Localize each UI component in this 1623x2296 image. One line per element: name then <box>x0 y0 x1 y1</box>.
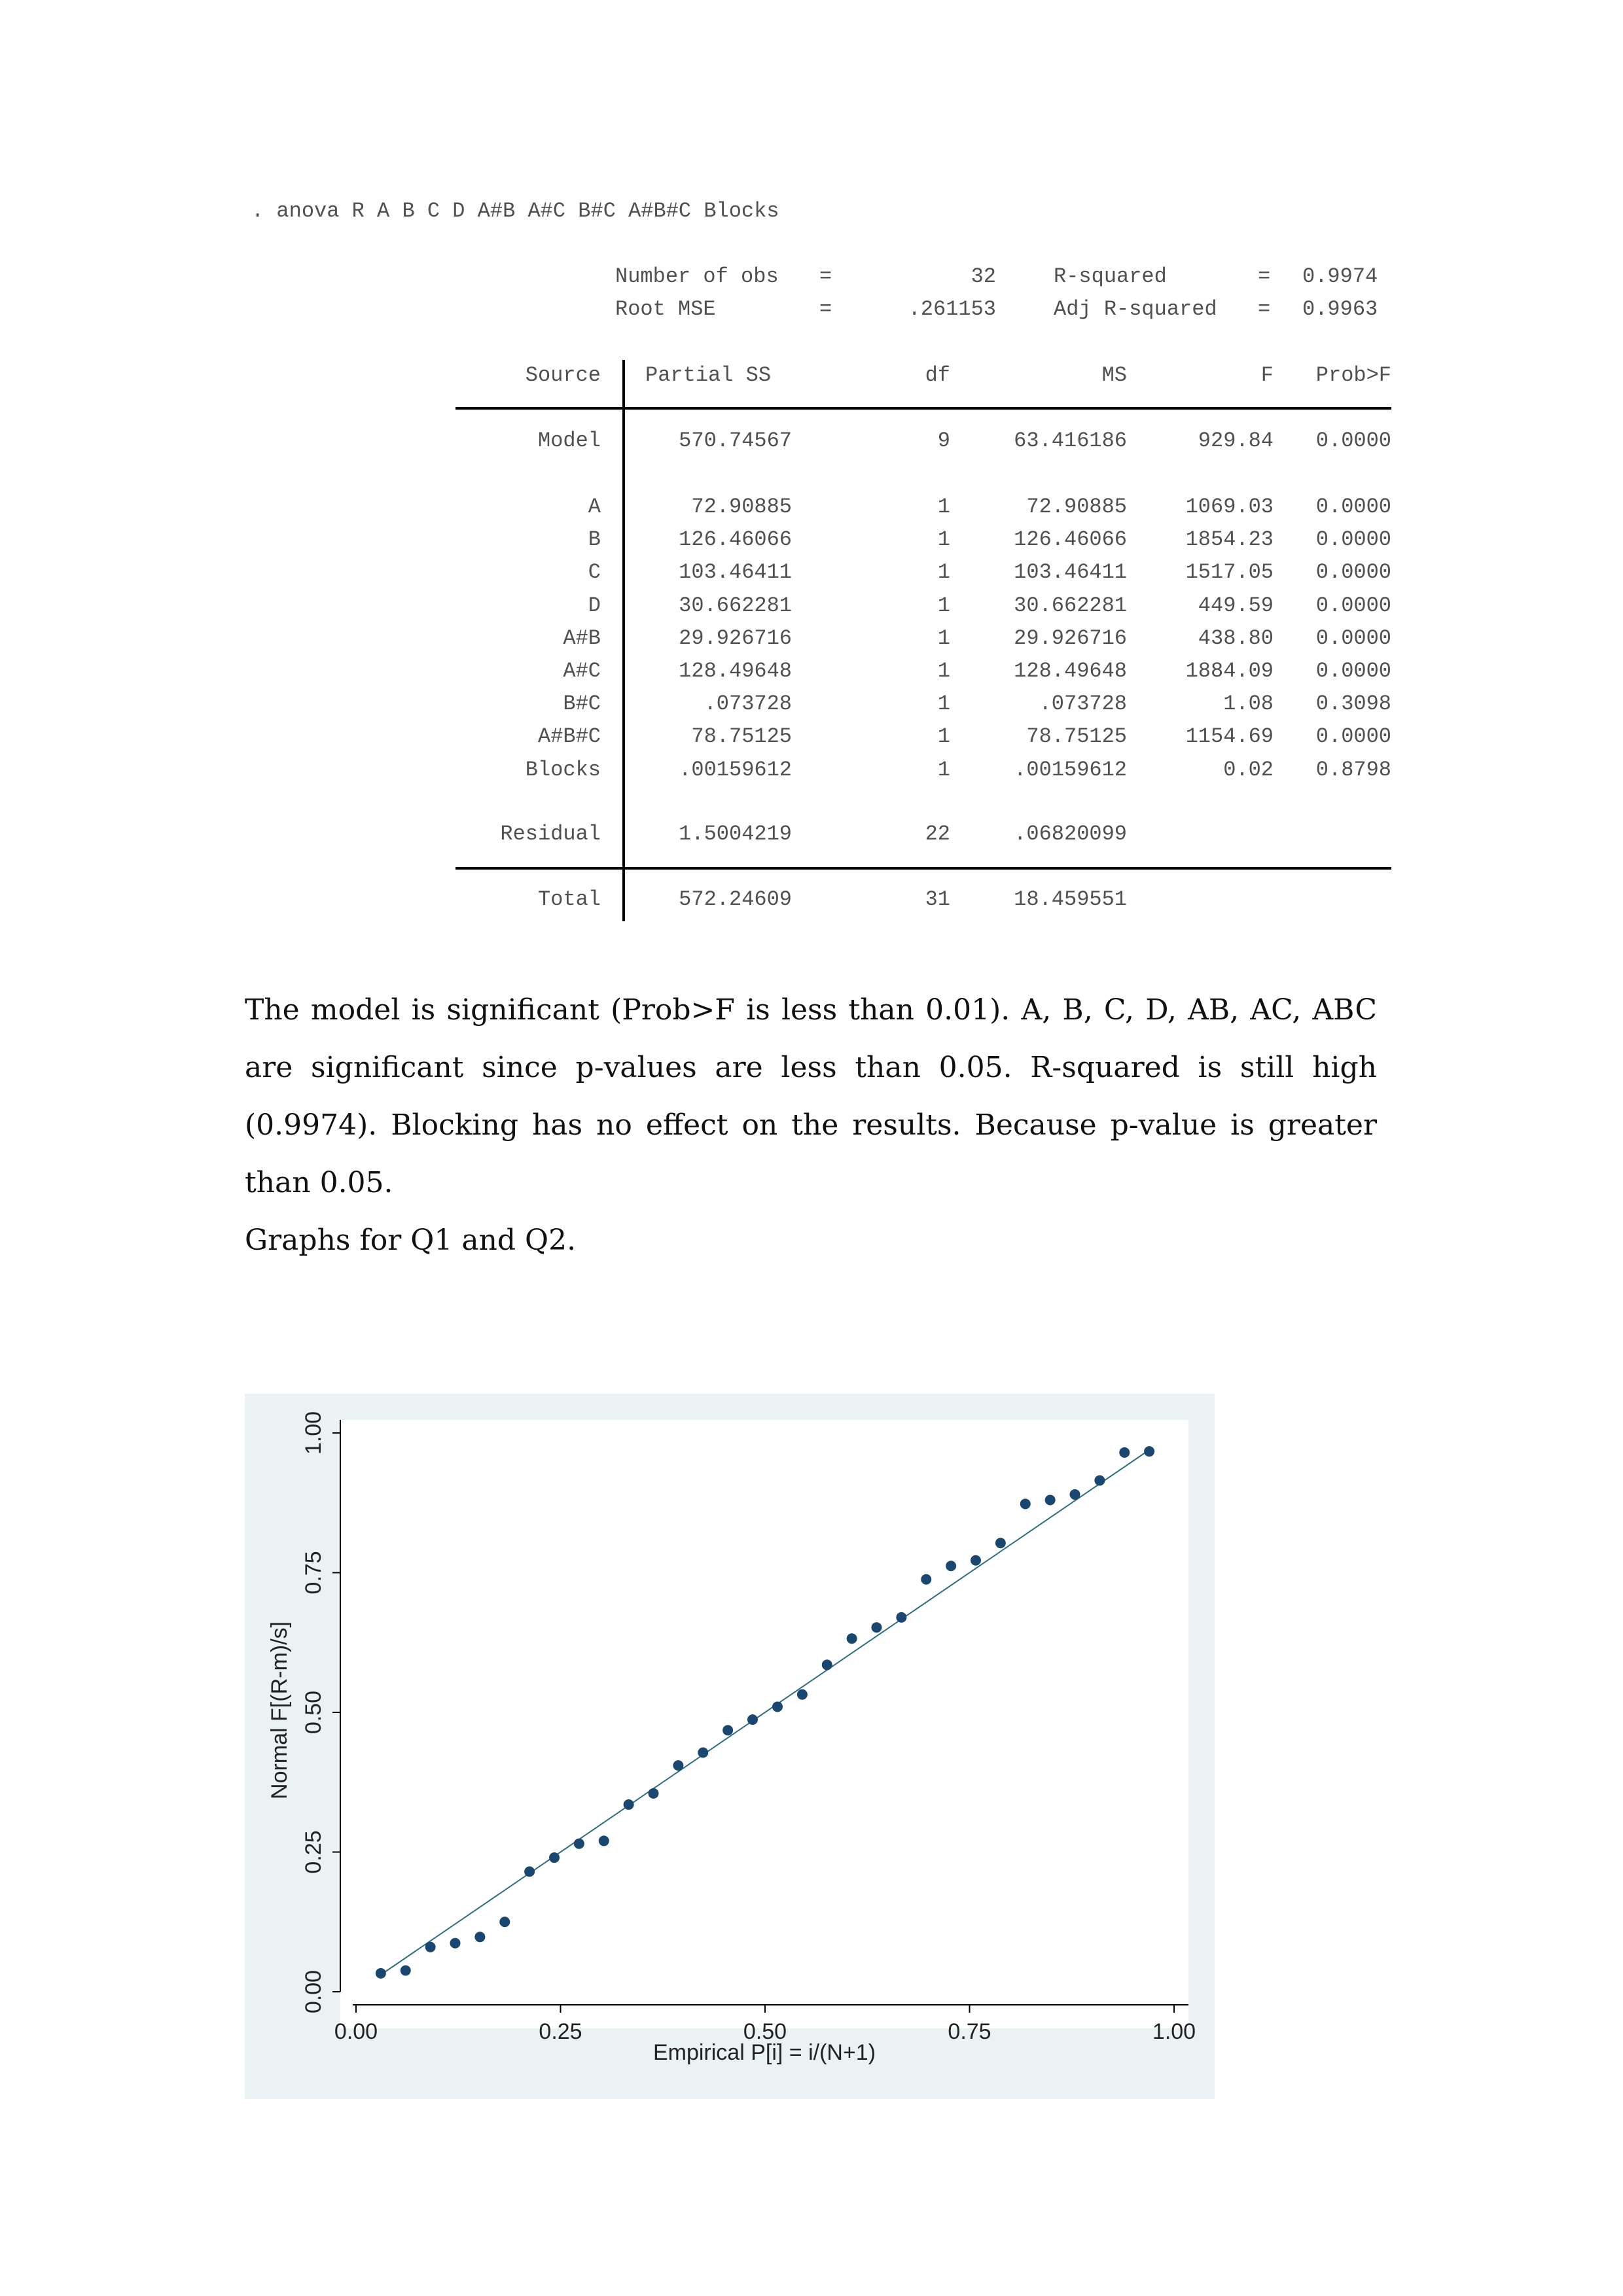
cell-source: Total <box>537 887 601 911</box>
data-point <box>772 1701 783 1712</box>
cell-ms: 128.49648 <box>1014 659 1127 683</box>
cell-prob-f: 0.0000 <box>1315 560 1391 585</box>
cell-partial-ss: Partial SS <box>645 363 772 387</box>
cell-f: 929.84 <box>1198 429 1274 453</box>
chart-svg <box>245 1394 1215 2099</box>
data-point <box>450 1938 461 1949</box>
paragraph-graphs-heading: Graphs for Q1 and Q2. <box>245 1224 577 1257</box>
cell-df: df <box>925 363 950 387</box>
paragraph-interpretation: The model is significant (Prob>F is less than 0.01). A, B, C, D, AB, AC, ABC are significant since p-values are less than 0.05. R-squared is still high (0.9974). Blocking has no effect on the results. Because p-value is greater than 0.05. <box>245 993 1377 1199</box>
nobs-value: 32 <box>971 264 996 289</box>
y-tick-label: 0.25 <box>301 1830 326 1874</box>
cell-source: D <box>588 593 601 618</box>
data-point <box>474 1932 485 1942</box>
y-tick-label: 0.00 <box>301 1969 326 2014</box>
data-point <box>499 1916 510 1927</box>
data-point <box>896 1612 906 1623</box>
y-axis-title: Normal F[(R-m)/s] <box>267 1621 292 1799</box>
cell-prob-f: 0.0000 <box>1315 724 1391 749</box>
adjr2-value: 0.9963 <box>1302 297 1378 321</box>
data-point <box>649 1788 659 1799</box>
cell-ms: 30.662281 <box>1014 593 1127 618</box>
data-point <box>722 1725 733 1735</box>
cell-df: 1 <box>937 593 950 618</box>
x-tick-label: 1.00 <box>1152 2019 1196 2044</box>
cell-df: 1 <box>937 626 950 650</box>
rmse-label: Root MSE <box>615 297 716 321</box>
cell-source: Source <box>525 363 601 387</box>
data-point <box>1144 1446 1154 1457</box>
data-point <box>401 1966 411 1976</box>
data-point <box>624 1799 634 1810</box>
cell-partial-ss: 78.75125 <box>691 724 792 749</box>
cell-source: Residual <box>500 822 601 846</box>
cell-source: A#B#C <box>537 724 601 749</box>
cell-ms: 29.926716 <box>1014 626 1127 650</box>
cell-ms: 126.46066 <box>1014 527 1127 552</box>
cell-partial-ss: 126.46066 <box>679 527 792 552</box>
anova-command: . anova R A B C D A#B A#C B#C A#B#C Blocks <box>251 199 779 223</box>
data-point <box>971 1555 981 1566</box>
cell-prob-f: 0.0000 <box>1315 527 1391 552</box>
x-tick-label: 0.00 <box>334 2019 378 2044</box>
cell-df: 1 <box>937 659 950 683</box>
cell-f: 1154.69 <box>1185 724 1274 749</box>
cell-f: F <box>1260 363 1274 387</box>
cell-ms: 72.90885 <box>1026 495 1127 519</box>
data-point <box>1094 1475 1105 1486</box>
cell-df: 1 <box>937 757 950 782</box>
cell-source: Model <box>537 429 601 453</box>
nobs-label: Number of obs <box>615 264 779 289</box>
data-point <box>524 1866 535 1877</box>
cell-prob-f: 0.0000 <box>1315 593 1391 618</box>
cell-source: B#C <box>563 692 601 716</box>
cell-df: 1 <box>937 560 950 585</box>
data-point <box>847 1633 857 1644</box>
data-point <box>872 1622 882 1633</box>
cell-source: Blocks <box>525 757 601 782</box>
cell-f: 1.08 <box>1223 692 1274 716</box>
y-tick-label: 1.00 <box>301 1411 326 1455</box>
adjr2-eq: = <box>1258 297 1271 321</box>
cell-ms: .073728 <box>1039 692 1127 716</box>
cell-f: 1854.23 <box>1185 527 1274 552</box>
cell-partial-ss: 30.662281 <box>679 593 792 618</box>
cell-f: 438.80 <box>1198 626 1274 650</box>
cell-partial-ss: 103.46411 <box>679 560 792 585</box>
cell-ms: 18.459551 <box>1014 887 1127 911</box>
normal-probability-chart <box>245 1394 1215 2099</box>
nobs-eq: = <box>819 264 832 289</box>
plot-area <box>340 1420 1188 2028</box>
r2-value: 0.9974 <box>1302 264 1378 289</box>
x-tick-label: 0.50 <box>743 2019 787 2044</box>
cell-df: 1 <box>937 527 950 552</box>
data-point <box>995 1538 1006 1548</box>
cell-prob-f: 0.3098 <box>1315 692 1391 716</box>
data-point <box>1045 1494 1056 1505</box>
x-tick-label: 0.75 <box>948 2019 991 2044</box>
r2-label: R-squared <box>1054 264 1167 289</box>
cell-partial-ss: 29.926716 <box>679 626 792 650</box>
r2-eq: = <box>1258 264 1271 289</box>
cell-ms: 78.75125 <box>1026 724 1127 749</box>
cell-partial-ss: 1.5004219 <box>679 822 792 846</box>
cell-ms: 103.46411 <box>1014 560 1127 585</box>
cell-f: 449.59 <box>1198 593 1274 618</box>
cell-prob-f: 0.8798 <box>1315 757 1391 782</box>
y-tick-label: 0.75 <box>301 1551 326 1595</box>
data-point <box>822 1659 832 1670</box>
table-header-rule <box>455 407 1391 410</box>
cell-df: 31 <box>925 887 950 911</box>
data-point <box>549 1852 560 1863</box>
cell-prob-f: 0.0000 <box>1315 495 1391 519</box>
data-point <box>946 1561 956 1571</box>
cell-prob-f: Prob>F <box>1315 363 1391 387</box>
cell-ms: 63.416186 <box>1014 429 1127 453</box>
cell-prob-f: 0.0000 <box>1315 429 1391 453</box>
cell-source: C <box>588 560 601 585</box>
x-axis-title: Empirical P[i] = i/(N+1) <box>652 2040 876 2065</box>
cell-f: 1069.03 <box>1185 495 1274 519</box>
data-point <box>921 1574 931 1585</box>
cell-f: 1884.09 <box>1185 659 1274 683</box>
cell-df: 1 <box>937 692 950 716</box>
data-point <box>1119 1447 1130 1458</box>
cell-source: A#B <box>563 626 601 650</box>
cell-ms: MS <box>1101 363 1127 387</box>
rmse-eq: = <box>819 297 832 321</box>
data-point <box>599 1835 609 1846</box>
data-point <box>574 1839 584 1849</box>
adjr2-label: Adj R-squared <box>1054 297 1217 321</box>
cell-source: A <box>588 495 601 519</box>
cell-ms: .06820099 <box>1014 822 1127 846</box>
cell-partial-ss: .00159612 <box>679 757 792 782</box>
rmse-value: .261153 <box>908 297 996 321</box>
cell-f: 1517.05 <box>1185 560 1274 585</box>
data-point <box>797 1689 808 1700</box>
x-tick-label: 0.25 <box>539 2019 582 2044</box>
data-point <box>747 1714 758 1725</box>
table-total-rule <box>455 867 1391 870</box>
cell-df: 1 <box>937 495 950 519</box>
cell-partial-ss: 572.24609 <box>679 887 792 911</box>
cell-partial-ss: 128.49648 <box>679 659 792 683</box>
cell-source: A#C <box>563 659 601 683</box>
cell-partial-ss: 570.74567 <box>679 429 792 453</box>
cell-f: 0.02 <box>1223 757 1274 782</box>
cell-df: 22 <box>925 822 950 846</box>
cell-prob-f: 0.0000 <box>1315 659 1391 683</box>
data-point <box>698 1747 708 1757</box>
data-point <box>1020 1498 1031 1509</box>
y-tick-label: 0.50 <box>301 1690 326 1735</box>
cell-source: B <box>588 527 601 552</box>
data-point <box>425 1942 436 1952</box>
cell-prob-f: 0.0000 <box>1315 626 1391 650</box>
data-point <box>1070 1489 1080 1500</box>
cell-partial-ss: 72.90885 <box>691 495 792 519</box>
cell-df: 1 <box>937 724 950 749</box>
cell-ms: .00159612 <box>1014 757 1127 782</box>
cell-partial-ss: .073728 <box>704 692 792 716</box>
data-point <box>376 1968 386 1979</box>
cell-df: 9 <box>937 429 950 453</box>
data-point <box>673 1760 683 1771</box>
